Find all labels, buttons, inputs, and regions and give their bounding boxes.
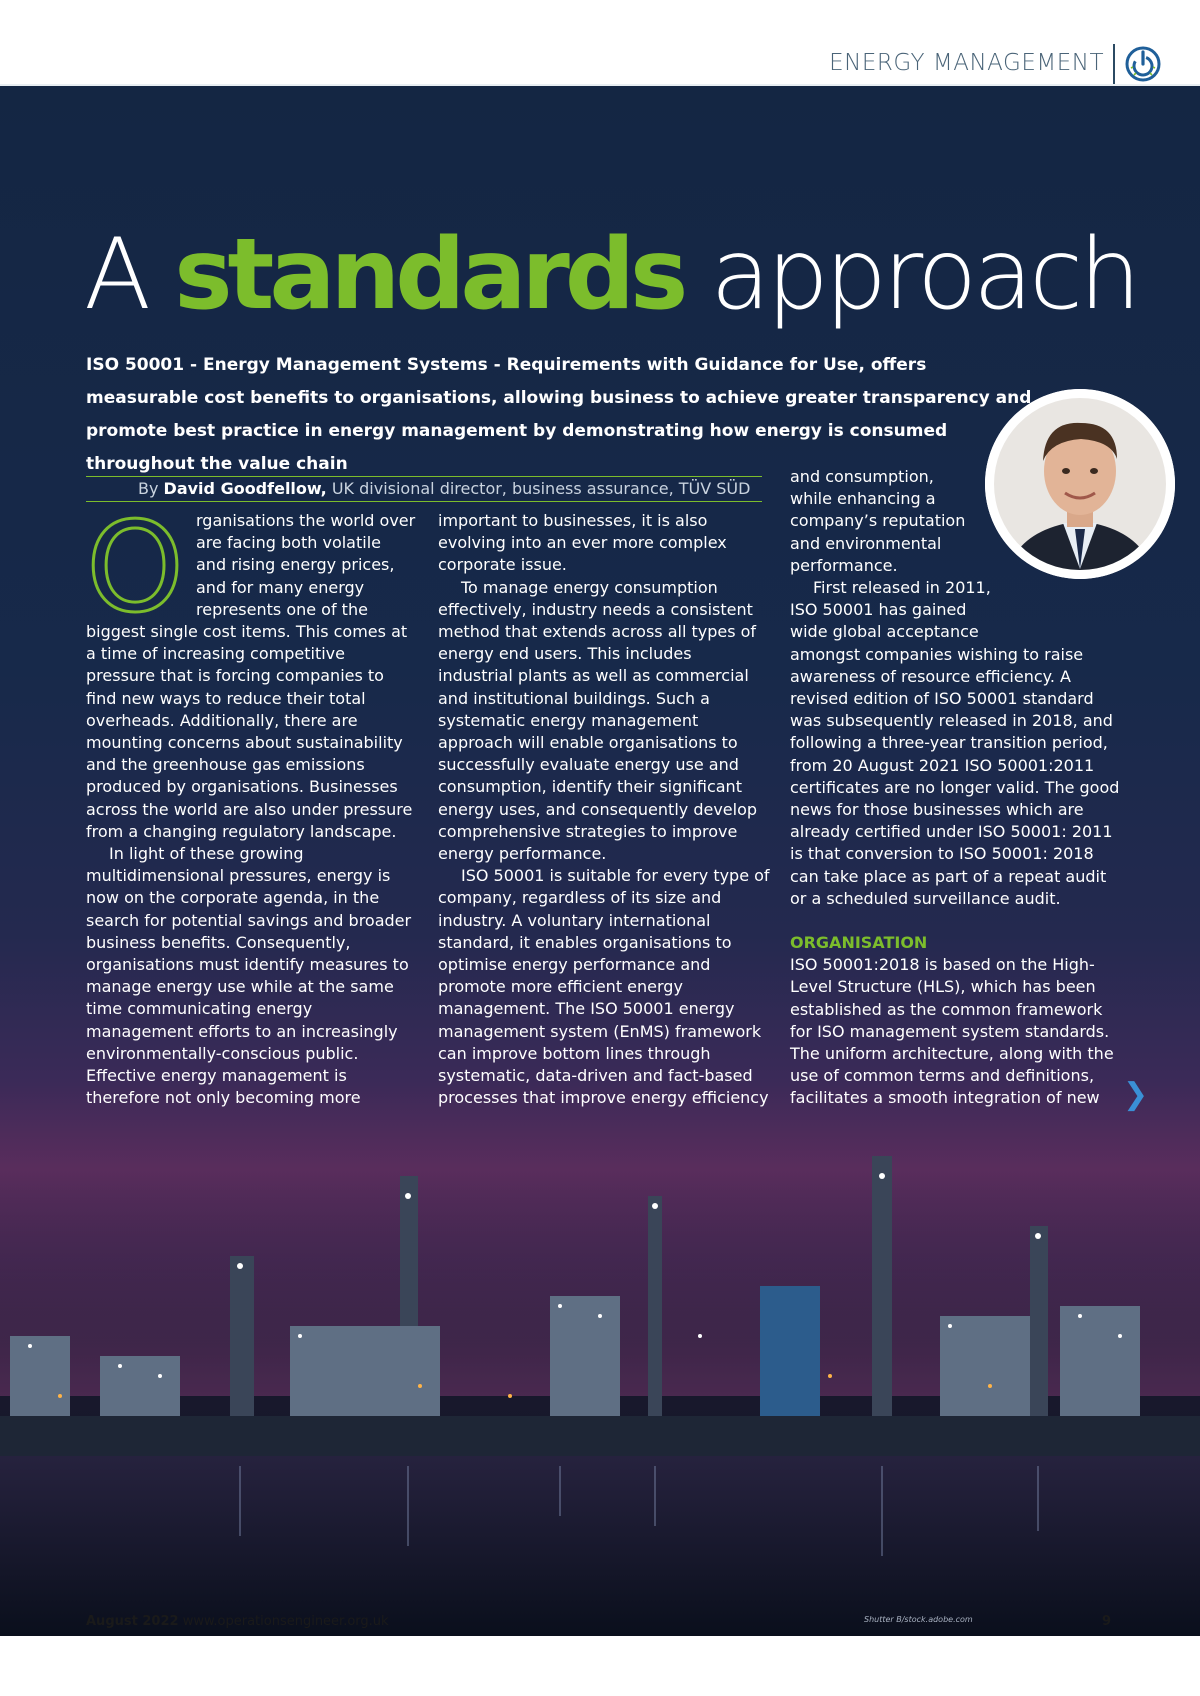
paragraph: amongst companies wishing to raise awareness of resource efficiency. A revised edition of ISO 50001 standard was subsequently released in 2018, and following a three-year transition period, from 20 August 2021 ISO 50001:2011 certificates are no longer valid. The good news for those businesses which are already certified under ISO 50001: 2011 is that conversion to ISO 50001: 2018 can take place as part of a repeat audit or a scheduled surveillance audit. (790, 644, 1120, 908)
title-word-a: A (84, 218, 148, 332)
col3-line: company’s reputation (790, 511, 966, 531)
body-column-2 (438, 510, 770, 1109)
footer-url[interactable]: www.operationsengineer.org.uk (182, 1614, 389, 1629)
col3-line: while enhancing a (790, 489, 936, 509)
title-word-standards: standards (174, 218, 684, 332)
footer-date: August 2022 (86, 1614, 179, 1629)
section-label: ENERGY MANAGEMENT (829, 50, 1104, 76)
page-header (0, 0, 1200, 86)
subheading: ORGANISATION (790, 933, 928, 953)
col3-line: wide global acceptance (790, 622, 979, 642)
paragraph: important to businesses, it is also evolving into an ever more complex corporate issue. (438, 511, 727, 575)
byline-author: David Goodfellow, (163, 479, 327, 498)
footer-info (86, 1614, 389, 1629)
photo-credit: Shutter B/stock.adobe.com (864, 1615, 973, 1624)
paragraph: ISO 50001:2018 is based on the High-Level Structure (HLS), which has been established as the common framework for ISO management system standards. The uniform architecture, along with the use of common terms and definitions, facilitates a smooth integration of new (790, 955, 1114, 1108)
page-number: 9 (1102, 1614, 1112, 1629)
paragraph: rganisations the world over are facing both volatile and rising energy prices, and for many energy represents one of the biggest single cost items. This comes at a time of increasing competitive pressure that is forcing companies to find new ways to reduce their total overheads. Additionally, there are mounting concerns about sustainability and the greenhouse gas emissions produced by organisations. Businesses across the world are also under pressure from a changing regulatory landscape. (86, 511, 416, 841)
article-title (84, 218, 1138, 332)
standfirst: ISO 50001 - Energy Management Systems - Requirements with Guidance for Use, offers measurable cost benefits to organisations, allowing business to achieve greater transparency and promote best practice in energy management by demonstrating how energy is consumed throughout the value chain (86, 355, 1032, 474)
author-portrait (985, 389, 1175, 579)
col3-line: and consumption, (790, 467, 934, 486)
byline-rule-top (86, 476, 762, 477)
next-page-arrow[interactable]: ❯ (1123, 1077, 1149, 1112)
drop-cap-letter: O (86, 496, 184, 640)
title-word-approach: approach (710, 218, 1138, 332)
paragraph: To manage energy consumption effectively, industry needs a consistent method that extends across all types of energy end users. This includes industrial plants as well as commercial and institutional buildings. Such a systematic energy management approach will enable organisations to successfully evaluate energy use and consumption, identify their significant energy uses, and consequently develop comprehensive strategies to improve energy performance. (438, 577, 758, 864)
col3-line: First released in 2011, (813, 578, 991, 598)
drop-cap (86, 496, 184, 640)
power-icon (1125, 46, 1161, 82)
paragraph: ISO 50001 is suitable for every type of company, regardless of its size and industry. A voluntary international standard, it enables organisations to optimise energy performance and promote more efficient energy management. The ISO 50001 energy management system (EnMS) framework can improve bottom lines through systematic, data-driven and fact-based processes that improve energy efficiency (438, 866, 770, 1108)
col3-line: and environmental (790, 533, 942, 553)
refinery-night-photo (0, 1136, 1200, 1636)
col3-line: ISO 50001 has gained (790, 600, 967, 620)
byline (138, 478, 750, 500)
byline-by: By (138, 479, 159, 498)
paragraph: In light of these growing multidimensional pressures, energy is now on the corporate agenda, in the search for potential savings and broader business benefits. Consequently, organisations must identify measures to manage energy use while at the same time communicating energy management efforts to an increasingly environmentally-conscious public. Effective energy management is therefore not only becoming more (86, 844, 412, 1108)
byline-rule-bottom (86, 501, 762, 502)
header-divider (1113, 44, 1115, 84)
body-column-1 (86, 496, 416, 1109)
byline-role: UK divisional director, business assurance, TÜV SÜD (331, 479, 751, 498)
col3-line: performance. (790, 555, 898, 575)
